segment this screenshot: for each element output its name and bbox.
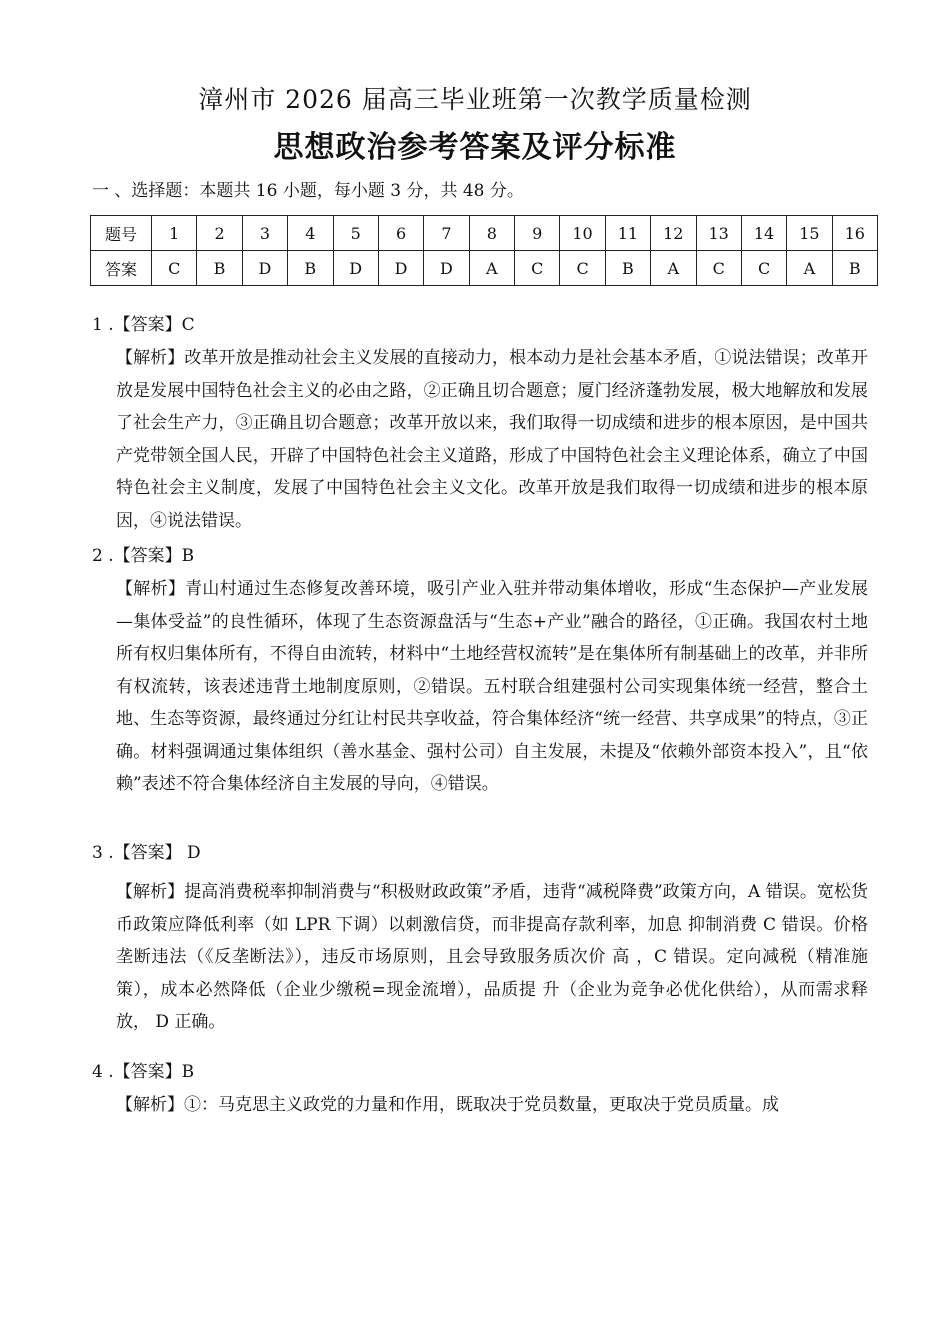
question-1-answer: 1 .【答案】C bbox=[92, 315, 195, 335]
question-3-answer: 3 .【答案】 D bbox=[92, 843, 201, 863]
answer-cell: A bbox=[651, 251, 696, 286]
question-3-explanation: 【解析】提高消费税率抑制消费与“积极财政政策”矛盾，违背“减税降费”政策方向，A 错误。宽松货币政策应降低利率（如 LPR 下调）以刺激信贷，而非提高存款利率，加息 抑制消费 C 错误。价格垄断违法（《反垄断法》），违反市场原则，且会导致服务质次价 高 ，C 错误。定向减税（精准施策），成本必然降低（企业少缴税=现金流增），品质提 升（企业为竞争必优化供给），从而需求释放， D 正确。 bbox=[116, 882, 868, 1032]
question-1-explanation: 【解析】改革开放是推动社会主义发展的直接动力，根本动力是社会基本矛盾，①说法错误；改革开放是发展中国特色社会主义的必由之路，②正确且切合题意；厦门经济蓬勃发展，极大地解放和发展了社会生产力，③正确且切合题意；改革开放以来，我们取得一切成绩和进步的根本原因，是中国共产党带领全国人民，开辟了中国特色社会主义道路，形成了中国特色社会主义理论体系，确立了中国特色社会主义制度，发展了中国特色社会主义文化。改革开放是我们取得一切成绩和进步的根本原因，④说法错误。 bbox=[116, 348, 868, 531]
answer-cell: C bbox=[560, 251, 605, 286]
answer-cell: B bbox=[832, 251, 877, 286]
question-number-row bbox=[91, 216, 878, 251]
answer-cell: C bbox=[741, 251, 786, 286]
question-number: 5 bbox=[333, 216, 378, 251]
answer-cell: D bbox=[378, 251, 423, 286]
answer-table bbox=[90, 215, 878, 286]
answer-cell: D bbox=[333, 251, 378, 286]
answer-cell: B bbox=[605, 251, 650, 286]
question-number: 6 bbox=[378, 216, 423, 251]
question-number: 9 bbox=[515, 216, 560, 251]
question-number: 13 bbox=[696, 216, 741, 251]
question-number: 3 bbox=[242, 216, 287, 251]
question-4-answer: 4 .【答案】B bbox=[92, 1062, 195, 1082]
answer-cell: C bbox=[152, 251, 197, 286]
question-number: 11 bbox=[605, 216, 650, 251]
question-number: 15 bbox=[787, 216, 832, 251]
question-number: 10 bbox=[560, 216, 605, 251]
exam-title: 漳州市 2026 届高三毕业班第一次教学质量检测 bbox=[198, 85, 752, 114]
answer-cell: D bbox=[242, 251, 287, 286]
row-label-number: 题号 bbox=[91, 216, 152, 251]
row-label-answer: 答案 bbox=[91, 251, 152, 286]
question-2-answer: 2 .【答案】B bbox=[92, 546, 195, 566]
question-number: 14 bbox=[741, 216, 786, 251]
answer-cell: C bbox=[515, 251, 560, 286]
question-number: 12 bbox=[651, 216, 696, 251]
answer-row bbox=[91, 251, 878, 286]
section-heading: 一 、选择题：本题共 16 小题，每小题 3 分，共 48 分。 bbox=[92, 181, 524, 201]
question-2-explanation: 【解析】青山村通过生态修复改善环境，吸引产业入驻并带动集体增收，形成“生态保护—产业发展—集体受益”的良性循环，体现了生态资源盘活与“生态+产业”融合的路径，①正确。我国农村土地所有权归集体所有，不得自由流转，材料中“土地经营权流转”是在集体所有制基础上的改革，并非所有权流转，该表述违背土地制度原则，②错误。五村联合组建强村公司实现集体统一经营，整合土地、生态等资源，最终通过分红让村民共享收益，符合集体经济“统一经营、共享成果”的特点，③正确。材料强调通过集体组织（善水基金、强村公司）自主发展，未提及“依赖外部资本投入”，且“依赖”表述不符合集体经济自主发展的导向，④错误。 bbox=[116, 579, 868, 794]
answer-cell: D bbox=[424, 251, 469, 286]
answer-cell: A bbox=[469, 251, 514, 286]
question-number: 8 bbox=[469, 216, 514, 251]
document-title: 思想政治参考答案及评分标准 bbox=[273, 130, 677, 165]
answer-cell: A bbox=[787, 251, 832, 286]
question-number: 7 bbox=[424, 216, 469, 251]
question-4-explanation: 【解析】①：马克思主义政党的力量和作用，既取决于党员数量，更取决于党员质量。成 bbox=[116, 1095, 779, 1115]
answer-cell: C bbox=[696, 251, 741, 286]
answer-cell: B bbox=[288, 251, 333, 286]
answer-cell: B bbox=[197, 251, 242, 286]
question-number: 1 bbox=[152, 216, 197, 251]
question-number: 4 bbox=[288, 216, 333, 251]
question-number: 16 bbox=[832, 216, 877, 251]
question-number: 2 bbox=[197, 216, 242, 251]
